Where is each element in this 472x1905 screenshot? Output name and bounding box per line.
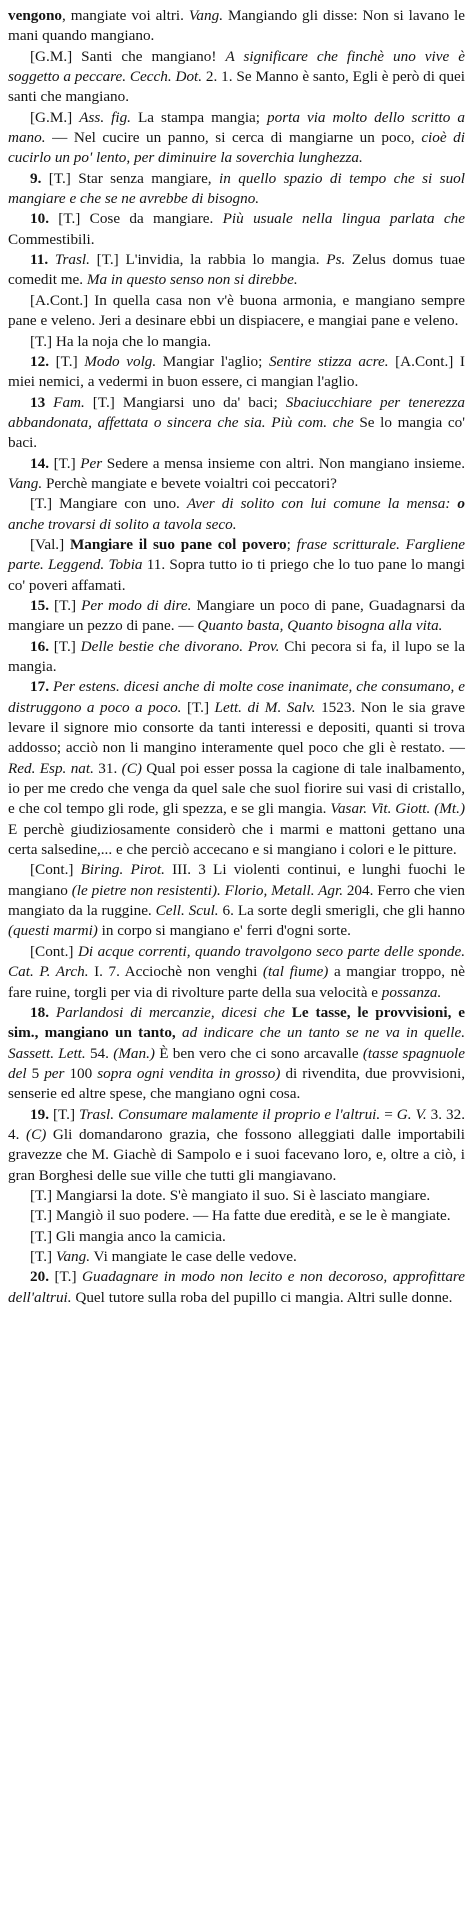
italic-run: sopra ogni vendita in grosso) [97, 1064, 281, 1082]
italic-run: Ps. [326, 251, 346, 269]
text-run: [T.] [48, 454, 81, 472]
entry-paragraph [8, 596, 465, 637]
italic-run: Trasl. Consumare malamente il proprio e l'altrui. [79, 1105, 381, 1123]
italic-run: Cell. Scul. [155, 902, 219, 920]
text-run: ; [286, 535, 297, 553]
text-run: [T.] [30, 1247, 56, 1265]
text-run: E perchè giudiziosamente considerò che i marmi e mattoni gettano una certa salsedine,... e che perciò accecano e si mangiano i colori e le pitture. [8, 820, 465, 859]
entry-paragraph [8, 393, 465, 454]
text-run: Sedere a mensa insieme con altri. Non mangiano insieme. [102, 454, 465, 472]
italic-run: Vasar. Vit. Giott. (Mt.) [330, 800, 466, 818]
text-run: a mangiar troppo, nè fare ruine, torgli per via di rivolture parte della sua velocità e [8, 963, 465, 1001]
italic-run: cioè di cucirlo un po' lento, per diminuire la soverchia lunghezza. [8, 129, 465, 167]
italic-run: ad indicare che un tanto se ne va in quelle. Sassett. Lett. [8, 1024, 466, 1062]
text-run: 3. 32. 4. [8, 1105, 466, 1143]
italic-run: Trasl. [54, 251, 90, 269]
text-run: [T.] Mangiarsi uno da' baci; [84, 393, 286, 411]
text-run [48, 251, 55, 268]
text-run: [T.] Ha la noja che lo mangia. [30, 332, 212, 350]
text-run: [Cont.] [30, 861, 81, 879]
bold-run: 15. [30, 596, 49, 614]
entry-paragraph [8, 1186, 465, 1206]
italic-run: porta via molto dello scritto a mano. [8, 108, 465, 147]
italic-run: (questi marmi) [8, 922, 98, 940]
text-run: [T.] [48, 596, 82, 614]
entry-paragraph [8, 250, 465, 291]
bold-run: 12. [30, 352, 49, 370]
italic-run: possanza. [381, 983, 442, 1001]
entry-paragraph [8, 494, 465, 535]
entry-paragraph [8, 1227, 465, 1247]
italic-run: Parlandosi di mercanzie, dicesi che [55, 1003, 285, 1021]
entry-paragraph [8, 677, 465, 860]
text-run: Qual poi esser possa la cagione di tale inalbamento, io per me credo che venga da quel sale che suol fiorire sui vasi di cristallo, e che col tempo gli rode, gli spezza, e se gli mangia. [8, 759, 465, 818]
text-run: I. 7. Acciochè non venghi [88, 963, 263, 981]
italic-run: (le pietre non resistenti). Florio, Metall. Agr. [71, 881, 343, 899]
entry-paragraph [8, 1206, 465, 1226]
italic-run: Biring. Pirot. [80, 861, 165, 879]
italic-run: Quanto basta, Quanto bisogna alla vita. [197, 617, 443, 635]
italic-run: Lett. di M. Salv. [214, 698, 316, 716]
italic-run: per [44, 1064, 65, 1082]
text-run: 2. 1. Se Manno è santo, Egli è però di quei santi che mangiano. [8, 68, 465, 106]
italic-run: (C) [121, 759, 142, 777]
entry-paragraph [8, 637, 465, 678]
entry-paragraph [8, 535, 465, 596]
text-run: [T.] [48, 1268, 83, 1286]
entry-paragraph [8, 1267, 465, 1308]
bold-run: Le tasse, le provvisioni, e sim., mangiano un tanto, [8, 1003, 466, 1042]
bold-run: 19. [30, 1105, 49, 1123]
entry-paragraph [8, 332, 465, 352]
text-run: [T.] [48, 352, 85, 370]
text-run: 54. [85, 1044, 114, 1062]
italic-run: in quello spazio di tempo che si suol mangiare e che se ne avrebbe di bisogno. [8, 169, 465, 208]
italic-run: Più usuale nella lingua parlata che [222, 210, 465, 228]
text-run: 31. [93, 759, 122, 777]
text-run [49, 1004, 56, 1021]
italic-run: Sbaciucchiare per tenerezza abbandonata, affettata o sincera che sia. Più com. che [8, 393, 465, 431]
text-run: = [380, 1105, 397, 1123]
italic-run: Di acque correnti, quando travolgono seco parte delle sponde. Cat. P. Arch. [8, 942, 465, 981]
text-run: Gli domandarono grazia, che fossono alleggiati dalle importabili gravezze che M. Giachè di Sampolo e i suoi facevano loro, e, oltre a ciò, i gran Borghesi delle sue ville che tutti gli mangiavano. [8, 1125, 466, 1184]
entry-paragraph [8, 47, 465, 108]
italic-run: (Man.) [113, 1044, 155, 1062]
text-run: Se lo mangia co' baci. [8, 413, 465, 452]
text-run: [T.] Mangiarsi la dote. S'è mangiato il suo. Si è lasciato mangiare. [30, 1186, 431, 1204]
text-run: [T.] Cose da mangiare. [48, 210, 223, 228]
text-run: 11. Sopra tutto io ti priego che lo tuo pane lo mangi co' poveri affamati. [8, 556, 465, 594]
text-run: [A.Cont.] I miei nemici, a vedermi in buon essere, ci mangian l'aglio. [8, 352, 465, 391]
text-run: [T.] Mangiare con uno. [30, 495, 187, 513]
italic-run: frase scritturale. Fargliene parte. Leggend. Tobia [8, 535, 465, 574]
text-run: Vi mangiate le case delle vedove. [90, 1247, 297, 1265]
italic-run: Red. Esp. nat. [8, 759, 94, 777]
text-run: Mangiare un poco di pane, Guadagnarsi da mangiare un pezzo di pane. — [8, 596, 465, 635]
italic-run: Per modo di dire. [81, 596, 192, 614]
bold-run: 13 [30, 393, 46, 411]
entry-paragraph [8, 108, 465, 169]
text-run: È ben vero che ci sono arcavalle [154, 1044, 363, 1062]
italic-run: (tasse spagnuole del [8, 1044, 465, 1082]
entry-paragraph [8, 942, 465, 1003]
bold-run: 17. [30, 678, 49, 696]
bold-run: vengono [8, 7, 63, 24]
italic-run: Modo volg. [84, 352, 157, 370]
entry-paragraph [8, 352, 465, 393]
italic-run: Aver di solito con lui comune la mensa: [186, 495, 451, 513]
text-run: [T.] [48, 1105, 80, 1123]
entry-paragraph [8, 6, 465, 47]
italic-run: (tal fiume) [262, 963, 329, 981]
text-run: Commestibili. [8, 230, 95, 248]
entry-paragraph [8, 291, 465, 332]
bold-italic-run: o [457, 495, 465, 513]
italic-run: Delle bestie che divorano. Prov. [80, 637, 280, 655]
italic-run: Fam. [53, 393, 85, 411]
text-run [285, 1004, 292, 1021]
text-run: Quel tutore sulla roba del pupillo ci mangia. Altri sulle donne. [71, 1288, 453, 1306]
italic-run: G. V. [396, 1105, 427, 1123]
text-run: di rivendita, due provvisioni, senserie ed altre spese, che mangiano ogni cosa. [8, 1064, 465, 1103]
text-run: — Nel cucire un panno, si cerca di mangiarne un poco, [45, 129, 422, 147]
text-run: La stampa mangia; [130, 108, 268, 126]
text-run: Zelus domus tuae comedit me. [8, 251, 466, 289]
italic-run: Ass. fig. [79, 108, 131, 126]
entry-paragraph [8, 454, 465, 495]
text-run: [Val.] [30, 535, 70, 553]
text-run: , mangiate voi altri. [62, 7, 189, 24]
entry-paragraph [8, 860, 465, 941]
text-run: [T.] Gli mangia anco la camicia. [30, 1227, 226, 1245]
text-run: [G.M.] Santi che mangiano! [30, 47, 226, 65]
text-run: 5 [26, 1064, 45, 1082]
text-run: [A.Cont.] In quella casa non v'è buona armonia, e mangiano sempre pane e veleno. Jeri a desinare ebbi un dispiacere, e mangiai pane e veleno. [8, 291, 465, 330]
text-run: Mangiar l'aglio; [156, 352, 269, 370]
bold-run: 20. [30, 1268, 49, 1286]
text-run: 204. Ferro che vien mangiato da la ruggine. [8, 881, 466, 920]
text-run: 1523. Non le sia grave levare il signore mio consorte da tanti interessi e depositi, quanti si trova addosso; acciò non li mangino interamente quel poco che gli è restato. — [8, 698, 465, 757]
bold-run: 18. [30, 1003, 49, 1021]
entry-paragraph [8, 169, 465, 210]
bold-run: 16. [30, 637, 49, 655]
italic-run: Vang. [55, 1247, 91, 1265]
italic-run: Guadagnare in modo non lecito e non decoroso, approfittare dell'altrui. [8, 1268, 465, 1306]
text-run: [Cont.] [30, 942, 78, 960]
entry-paragraph [8, 209, 465, 250]
bold-run: 11. [30, 251, 49, 269]
text-run: Chi pecora si fa, il lupo se la mangia. [8, 637, 465, 675]
text-run: 6. La sorte degli smerigli, che gli hanno [218, 902, 465, 920]
text-run: Mangiando gli disse: Non si lavano le mani quando mangiano. [8, 7, 466, 45]
bold-run: 10. [30, 210, 49, 228]
text-run: [T.] Mangiò il suo podere. — Ha fatte due eredità, e se le è mangiate. [30, 1207, 451, 1225]
text-run: [T.] L'invidia, la rabbia lo mangia. [89, 251, 327, 269]
italic-run: anche trovarsi di solito a tavola seco. [8, 515, 237, 533]
text-run: [T.] [181, 698, 215, 716]
bold-run: 14. [30, 454, 49, 472]
italic-run: Sentire stizza acre. [268, 352, 389, 370]
italic-run: Per [80, 454, 103, 472]
entry-paragraph [8, 1105, 465, 1186]
entry-paragraph [8, 1003, 465, 1105]
text-run: [T.] Star senza mangiare, [41, 169, 220, 187]
text-run: in corpo si mangiano e' ferri d'ogni sorte. [97, 922, 351, 940]
bold-run: Mangiare il suo pane col povero [69, 535, 287, 553]
italic-run: Vang. [8, 474, 43, 492]
text-run: 100 [64, 1064, 98, 1082]
text-column [8, 6, 465, 1308]
italic-run: Ma in questo senso non si direbbe. [86, 271, 298, 289]
italic-run: Vang. [188, 7, 224, 24]
bold-run: 9. [30, 169, 42, 187]
text-run: III. 3 Li violenti continui, e lunghi fuochi le mangiano [8, 861, 465, 899]
italic-run: A significare che finchè uno vive è soggetto a peccare. Cecch. Dot. [8, 47, 465, 86]
text-run: Perchè mangiate e bevete voialtri coi peccatori? [42, 474, 337, 492]
italic-run: Per estens. dicesi anche di molte cose inanimate, che consumano, e distruggono a poco a poco. [8, 678, 466, 716]
text-run: [G.M.] [30, 108, 80, 126]
text-run: [T.] [48, 637, 81, 655]
entry-paragraph [8, 1247, 465, 1267]
italic-run: (C) [26, 1125, 47, 1143]
text-run [45, 394, 53, 411]
